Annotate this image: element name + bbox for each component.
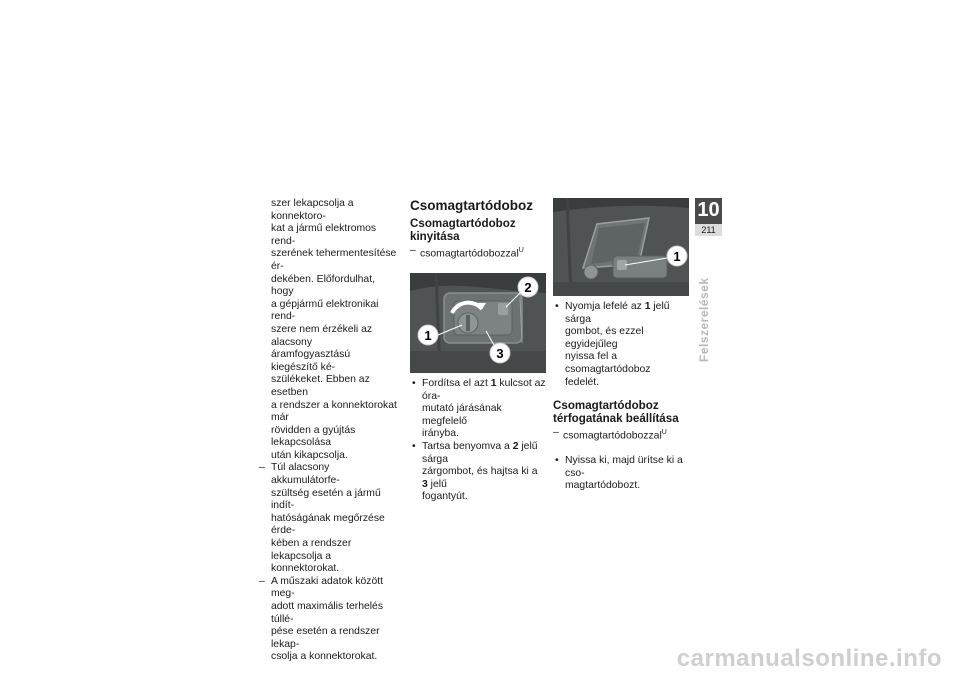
callout-1: 1	[673, 249, 681, 264]
text-line	[422, 441, 546, 466]
watermark-text: carmanualsonline.info	[676, 645, 942, 672]
callout-3: 3	[496, 346, 504, 362]
text-line: szere nem érzékeli az alacsony	[271, 323, 373, 348]
chapter-side-label: Felszerelések	[697, 277, 711, 362]
ref-number: 2	[512, 441, 519, 453]
continued-paragraph	[259, 198, 397, 462]
left-text-column	[259, 198, 397, 664]
text-line: csolja a konnektorokat.	[271, 651, 378, 663]
text-line: mutató járásának megfelelő	[422, 403, 502, 427]
ref-number: 3	[422, 478, 428, 490]
text-span: kulcsot az óra-	[422, 378, 546, 402]
title-line: kinyitása	[410, 230, 460, 243]
text-line: – A műszaki adatok között meg-	[271, 575, 384, 600]
ref-number: 1	[490, 378, 497, 390]
text-line: • Nyissa ki, majd ürítse ki a cso-	[565, 455, 683, 479]
text-line: konnektorokat.	[271, 563, 340, 575]
text-line: után kikapcsolja.	[271, 449, 348, 461]
requirement-marker: U	[661, 429, 667, 437]
middle-text-column	[410, 198, 546, 504]
requirement-text: csomagtartódobozzal	[420, 248, 519, 260]
text-line: áramfogyasztású kiegészítő ké-	[271, 349, 351, 373]
topcase-open-illustration	[553, 198, 689, 296]
text-line: pése esetén a rendszer lekap-	[271, 626, 380, 650]
requirement-marker: U	[518, 247, 524, 254]
text-span: jelű sárga	[565, 301, 670, 325]
text-line: szerének tehermentesítése ér-	[271, 248, 397, 272]
text-line: nyissa fel a csomagtartódoboz	[565, 351, 651, 375]
text-line: szülékeket. Ebben az esetben	[271, 374, 370, 398]
text-line: fedelét.	[565, 376, 600, 388]
callout-2: 2	[524, 280, 532, 296]
text-span: Fordítsa el azt	[422, 378, 491, 390]
text-line: szer lekapcsolja a konnektoro-	[271, 198, 354, 222]
dash-item-overload	[259, 576, 397, 664]
section-title: Csomagtartódoboz	[410, 198, 533, 213]
text-line: szültség esetén a jármű indít-	[271, 487, 381, 512]
callout-1: 1	[424, 328, 432, 344]
dash-item-low-voltage	[259, 462, 397, 575]
title-line: Csomagtartódoboz	[410, 217, 516, 230]
requirement-text: csomagtartódobozzal	[563, 430, 662, 442]
subsection-title-volume	[553, 399, 691, 425]
chapter-number: 10	[695, 198, 722, 224]
text-line: magtartódobozt.	[565, 480, 641, 492]
text-line: dekében. Előfordulhat, hogy	[271, 273, 375, 298]
topcase-lock-illustration	[410, 273, 546, 373]
text-line: adott maximális terhelés túllé-	[271, 601, 384, 625]
text-line: kében a rendszer lekapcsolja a	[271, 538, 352, 562]
bullet-turn-key	[410, 378, 546, 441]
page-number: 211	[701, 225, 716, 235]
text-line: kat a jármű elektromos rend-	[271, 223, 377, 247]
text-span: Tartsa benyomva a	[422, 441, 513, 453]
text-line: irányba.	[422, 428, 459, 440]
topcase-lock-photo	[410, 273, 546, 373]
bullet-press-button	[410, 441, 546, 504]
text-line: rövidden a gyújtás lekapcsolása	[271, 424, 356, 449]
text-span: jelű sárga	[422, 441, 538, 465]
text-line: – Túl alacsony akkumulátorfe-	[271, 462, 340, 487]
text-span: jelű	[427, 478, 447, 490]
ref-number: 1	[644, 301, 651, 312]
right-text-column	[553, 198, 691, 493]
requirement-line	[553, 427, 691, 443]
text-span: Nyomja lefelé az	[565, 301, 645, 312]
text-line	[422, 378, 546, 403]
bullet-empty-topcase	[553, 455, 691, 493]
bullet-press-yellow-button	[553, 301, 691, 389]
chapter-tab	[695, 198, 722, 236]
text-line: a rendszer a konnektorokat már	[271, 399, 397, 424]
title-line: Csomagtartódoboz	[553, 399, 659, 413]
text-line	[565, 301, 691, 326]
subsection-title-opening	[410, 217, 546, 243]
text-span: zárgombot, és hajtsa ki a	[422, 466, 538, 478]
text-line	[422, 466, 546, 491]
requirement-line	[410, 245, 546, 261]
text-line: hatóságának megőrzése érde-	[271, 512, 385, 537]
topcase-open-photo	[553, 198, 689, 296]
text-line: fogantyút.	[422, 491, 468, 503]
title-line: térfogatának beállítása	[553, 412, 679, 426]
text-line: gombot, és ezzel egyidejűleg	[565, 326, 644, 350]
text-line: a gépjármű elektronikai rend-	[271, 298, 379, 323]
